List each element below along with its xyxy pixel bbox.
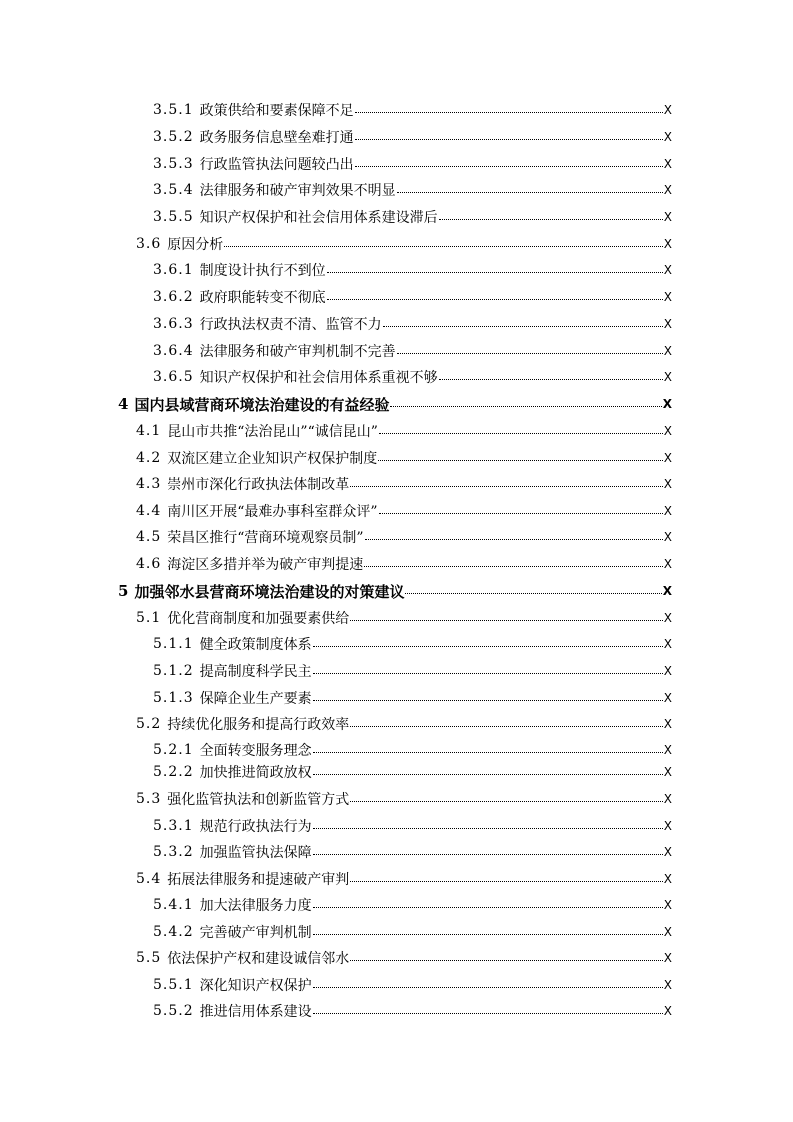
toc-entry-page: X (663, 477, 672, 491)
toc-entry-number: 5.3 (136, 791, 162, 807)
toc-entry-title: 南川区开展“最难办事科室群众评” (167, 504, 378, 520)
dot-leader (313, 1013, 663, 1014)
toc-entry-page: X (663, 819, 672, 833)
dot-leader (327, 299, 663, 300)
toc-entry[interactable] (136, 788, 672, 810)
toc-entry[interactable] (136, 473, 672, 495)
toc-entry-title: 行政执法权责不清、监管不力 (199, 317, 382, 333)
toc-entry-page: X (663, 1004, 672, 1018)
dot-leader (397, 192, 663, 193)
toc-entry-title: 加快推进简政放权 (199, 765, 312, 781)
toc-entry-page: X (663, 717, 672, 731)
toc-entry-number: 4.2 (136, 450, 162, 466)
toc-entry[interactable] (153, 126, 672, 148)
dot-leader (313, 700, 663, 701)
toc-entry[interactable] (153, 633, 672, 655)
toc-entry-page: X (663, 743, 672, 757)
toc-entry-title: 昆山市共推“法治昆山”“诚信昆山” (167, 424, 378, 440)
toc-entry-number: 4.3 (136, 476, 162, 492)
toc-entry-page: X (663, 130, 672, 144)
toc-entry-number: 3.6 (136, 236, 162, 252)
toc-entry-page: X (663, 451, 672, 465)
toc-entry-number: 5.1.1 (153, 636, 194, 652)
dot-leader (313, 752, 663, 753)
toc-entry[interactable] (136, 526, 672, 548)
toc-entry[interactable] (153, 206, 672, 228)
toc-entry-number: 3.5.1 (153, 102, 194, 118)
toc-entry-title: 政策供给和要素保障不足 (199, 103, 354, 119)
dot-leader (378, 460, 663, 461)
toc-entry-page: X (663, 872, 672, 886)
toc-entry[interactable] (136, 947, 672, 969)
toc-entry-page: X (663, 898, 672, 912)
dot-leader (313, 646, 663, 647)
dot-leader (355, 139, 663, 140)
toc-entry[interactable] (153, 739, 672, 761)
toc-entry-number: 3.6.3 (153, 316, 194, 332)
toc-entry[interactable] (136, 553, 672, 575)
toc-entry[interactable] (118, 580, 672, 602)
toc-entry-page: X (663, 424, 672, 438)
toc-entry-page: X (662, 397, 672, 411)
toc-entry-page: X (663, 504, 672, 518)
toc-entry-title: 政务服务信息壁垒难打通 (199, 130, 354, 146)
toc-entry[interactable] (153, 921, 672, 943)
toc-entry-title: 加强监管执法保障 (199, 845, 312, 861)
toc-entry-title: 知识产权保护和社会信用体系建设滞后 (199, 210, 438, 226)
toc-entry-title: 政府职能转变不彻底 (199, 290, 326, 306)
toc-entry-number: 5.5.2 (153, 1003, 194, 1019)
toc-entry-number: 4 (118, 395, 129, 413)
toc-entry-page: X (663, 183, 672, 197)
toc-entry[interactable] (118, 393, 672, 415)
toc-entry-title: 推进信用体系建设 (199, 1004, 312, 1020)
dot-leader (224, 246, 663, 247)
toc-entry-number: 3.6.1 (153, 262, 194, 278)
toc-entry-title: 持续优化服务和提高行政效率 (167, 717, 350, 733)
toc-entry-page: X (663, 344, 672, 358)
toc-entry[interactable] (153, 660, 672, 682)
toc-entry-title: 全面转变服务理念 (199, 743, 312, 759)
toc-entry[interactable] (153, 841, 672, 863)
toc-entry-number: 5.3.2 (153, 844, 194, 860)
toc-entry-title: 优化营商制度和加强要素供给 (167, 611, 350, 627)
toc-entry-page: X (663, 845, 672, 859)
dot-leader (313, 854, 663, 855)
toc-entry-number: 4.5 (136, 529, 162, 545)
toc-entry-page: X (663, 637, 672, 651)
toc-entry-page: X (663, 530, 672, 544)
dot-leader (383, 326, 663, 327)
toc-entry-page: X (663, 317, 672, 331)
toc-entry-title: 依法保护产权和建设诚信邻水 (167, 951, 350, 967)
toc-entry[interactable] (153, 313, 672, 335)
toc-entry-number: 5.2 (136, 716, 162, 732)
toc-entry-number: 5.2.1 (153, 742, 194, 758)
toc-entry[interactable] (153, 815, 672, 837)
dot-leader (350, 960, 663, 961)
toc-entry-page: X (663, 951, 672, 965)
toc-entry-number: 4.4 (136, 503, 162, 519)
toc-entry-title: 完善破产审判机制 (199, 925, 312, 941)
dot-leader (350, 881, 663, 882)
toc-entry-page: X (663, 370, 672, 384)
toc-entry-title: 海淀区多措并举为破产审判提速 (167, 557, 364, 573)
dot-leader (313, 673, 663, 674)
toc-entry-page: X (662, 584, 672, 598)
toc-entry-page: X (663, 925, 672, 939)
toc-entry-title: 保障企业生产要素 (199, 691, 312, 707)
toc-entry[interactable] (153, 99, 672, 121)
dot-leader (355, 112, 663, 113)
toc-entry[interactable] (153, 894, 672, 916)
dot-leader (350, 486, 663, 487)
toc-entry[interactable] (153, 974, 672, 996)
toc-entry-page: X (663, 691, 672, 705)
dot-leader (355, 166, 663, 167)
dot-leader (313, 828, 663, 829)
toc-entry-title: 制度设计执行不到位 (199, 263, 326, 279)
toc-entry-title: 加大法律服务力度 (199, 898, 312, 914)
dot-leader (313, 907, 663, 908)
toc-entry-title: 规范行政执法行为 (199, 819, 312, 835)
toc-entry-number: 5.4.1 (153, 897, 194, 913)
toc-entry-number: 3.5.4 (153, 182, 194, 198)
dot-leader (313, 987, 663, 988)
toc-entry-page: X (663, 765, 672, 779)
toc-entry-number: 5.5 (136, 950, 162, 966)
toc-entry[interactable] (136, 607, 672, 629)
dot-leader (350, 801, 663, 802)
dot-leader (365, 539, 663, 540)
toc-entry[interactable] (153, 179, 672, 201)
toc-entry-page: X (663, 557, 672, 571)
dot-leader (379, 433, 663, 434)
toc-entry[interactable] (153, 761, 672, 783)
toc-entry-page: X (663, 290, 672, 304)
toc-entry-title: 健全政策制度体系 (199, 637, 312, 653)
toc-entry-page: X (663, 237, 672, 251)
toc-entry-page: X (663, 611, 672, 625)
toc-entry-title: 国内县域营商环境法治建设的有益经验 (134, 395, 390, 414)
toc-entry-number: 5.2.2 (153, 764, 194, 780)
toc-entry-number: 3.5.3 (153, 156, 194, 172)
dot-leader (313, 774, 663, 775)
toc-entry-title: 加强邻水县营商环境法治建设的对策建议 (134, 582, 405, 601)
toc-entry[interactable] (153, 1000, 672, 1022)
toc-entry-title: 法律服务和破产审判效果不明显 (199, 183, 396, 199)
toc-entry-number: 5.5.1 (153, 977, 194, 993)
dot-leader (364, 566, 663, 567)
toc-entry-number: 5.1 (136, 610, 162, 626)
dot-leader (379, 513, 663, 514)
toc-entry[interactable] (153, 340, 672, 362)
dot-leader (439, 219, 663, 220)
toc-entry-page: X (663, 792, 672, 806)
toc-entry[interactable] (153, 687, 672, 709)
toc-entry-title: 原因分析 (167, 237, 224, 253)
toc-entry-page: X (663, 263, 672, 277)
toc-entry-number: 3.5.5 (153, 209, 194, 225)
toc-entry-number: 5.1.2 (153, 663, 194, 679)
toc-entry-number: 5.3.1 (153, 818, 194, 834)
dot-leader (327, 272, 663, 273)
dot-leader (350, 726, 663, 727)
toc-entry-number: 5.4 (136, 871, 162, 887)
toc-entry-number: 4.1 (136, 423, 162, 439)
dot-leader (390, 406, 661, 407)
toc-entry-number: 5.4.2 (153, 924, 194, 940)
toc-entry-page: X (663, 210, 672, 224)
toc-entry[interactable] (136, 233, 672, 255)
toc-entry[interactable] (136, 713, 672, 735)
toc-entry-title: 拓展法律服务和提速破产审判 (167, 872, 350, 888)
toc-entry-title: 崇州市深化行政执法体制改革 (167, 477, 350, 493)
dot-leader (397, 353, 663, 354)
toc-entry-page: X (663, 664, 672, 678)
toc-entry-title: 双流区建立企业知识产权保护制度 (167, 451, 378, 467)
toc-entry-title: 提高制度科学民主 (199, 664, 312, 680)
toc-entry-number: 3.6.5 (153, 369, 194, 385)
toc-entry-title: 知识产权保护和社会信用体系重视不够 (199, 370, 438, 386)
toc-entry-page: X (663, 978, 672, 992)
toc-entry[interactable] (136, 447, 672, 469)
dot-leader (350, 620, 663, 621)
toc-entry-title: 深化知识产权保护 (199, 978, 312, 994)
toc-entry-page: X (663, 157, 672, 171)
toc-entry[interactable] (153, 286, 672, 308)
toc-entry[interactable] (136, 500, 672, 522)
toc-entry-title: 强化监管执法和创新监管方式 (167, 792, 350, 808)
dot-leader (439, 379, 663, 380)
toc-entry[interactable] (153, 366, 672, 388)
toc-entry-number: 4.6 (136, 556, 162, 572)
toc-entry-number: 5 (118, 582, 129, 600)
toc-entry-number: 3.6.4 (153, 343, 194, 359)
toc-entry-number: 3.6.2 (153, 289, 194, 305)
toc-entry[interactable] (153, 259, 672, 281)
dot-leader (313, 934, 663, 935)
toc-entry[interactable] (136, 420, 672, 442)
toc-entry-title: 行政监管执法问题较凸出 (199, 157, 354, 173)
toc-entry-title: 法律服务和破产审判机制不完善 (199, 344, 396, 360)
toc-entry[interactable] (153, 153, 672, 175)
toc-entry-number: 3.5.2 (153, 129, 194, 145)
toc-entry[interactable] (136, 868, 672, 890)
toc-entry-title: 荣昌区推行“营商环境观察员制” (167, 530, 364, 546)
toc-entry-number: 5.1.3 (153, 690, 194, 706)
toc-entry-page: X (663, 103, 672, 117)
dot-leader (405, 593, 661, 594)
